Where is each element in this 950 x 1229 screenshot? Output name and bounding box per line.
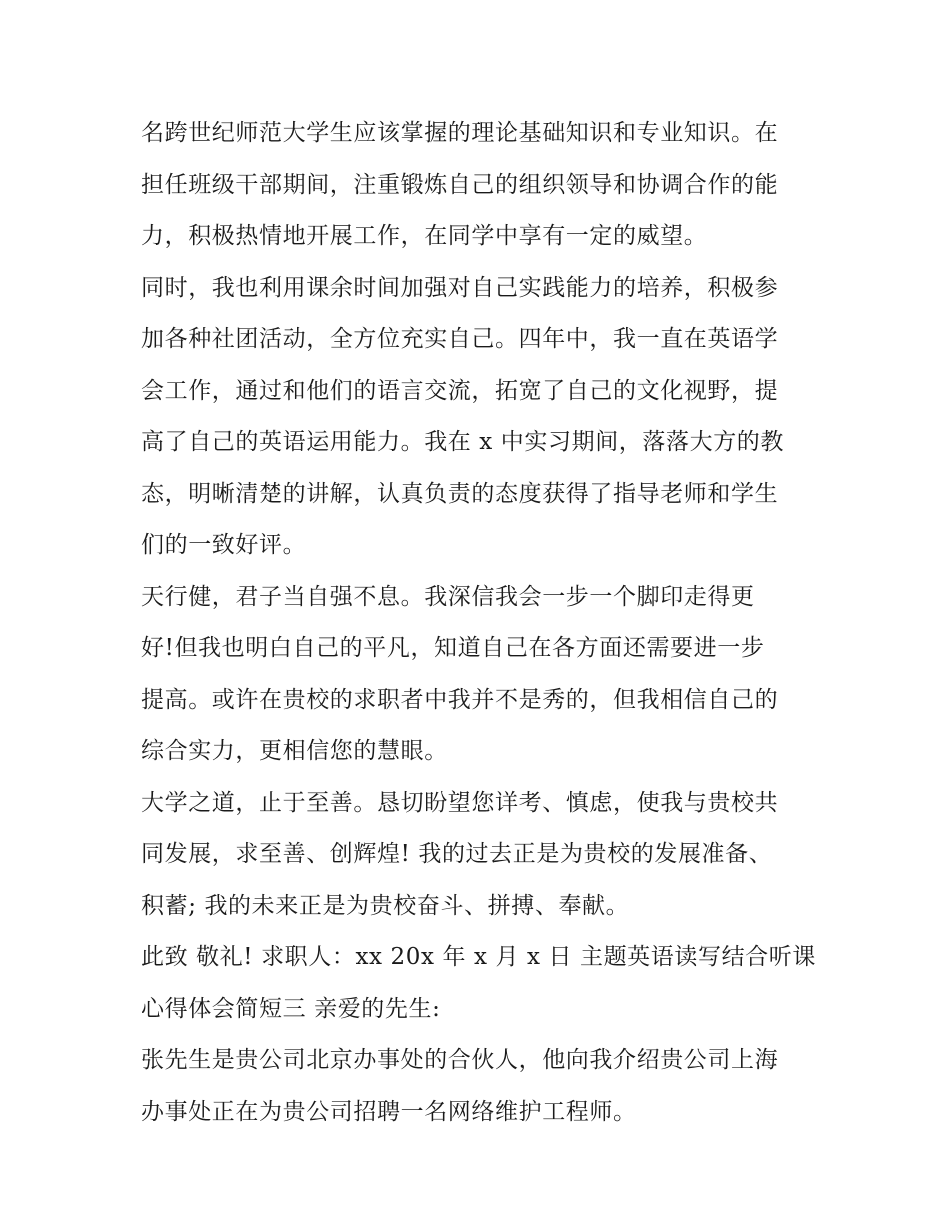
text-line: 天行健，君子当自强不息。我深信我会一步一个脚印走得更 bbox=[141, 583, 755, 610]
text-line: 张先生是贵公司北京办事处的合伙人，他向我介绍贵公司上海 bbox=[141, 1047, 779, 1073]
text-line: 同时，我也利用课余时间加强对自己实践能力的培养，积极参 bbox=[141, 274, 779, 301]
text-line: 态，明晰清楚的讲解，认真负责的态度获得了指导老师和学生 bbox=[141, 480, 779, 507]
text-line: 会工作，通过和他们的语言交流，拓宽了自己的文化视野，提 bbox=[141, 377, 779, 404]
paragraph-3 bbox=[141, 572, 821, 778]
text-line: 办事处正在为贵公司招聘一名网络维护工程师。 bbox=[141, 1098, 637, 1125]
text-line: 大学之道，止于至善。恳切盼望您详考、慎虑，使我与贵校共 bbox=[141, 789, 779, 816]
text-line: 担任班级干部期间，注重锻炼自己的组织领导和协调合作的能 bbox=[141, 171, 779, 198]
text-line: 力，积极热情地开展工作，在同学中享有一定的威望。 bbox=[141, 223, 708, 249]
text-line: 高了自己的英语运用能力。我在 x 中实习期间，落落大方的教 bbox=[141, 429, 784, 455]
paragraph-5 bbox=[141, 932, 821, 1035]
text-line: 们的一致好评。 bbox=[141, 532, 307, 558]
text-line: 同发展，求至善、创辉煌! 我的过去正是为贵校的发展准备、 bbox=[141, 841, 773, 867]
document-body bbox=[141, 108, 821, 1138]
paragraph-4 bbox=[141, 778, 821, 933]
text-line: 综合实力，更相信您的慧眼。 bbox=[141, 738, 448, 764]
text-line: 加各种社团活动，全方位充实自己。四年中，我一直在英语学 bbox=[141, 326, 779, 352]
paragraph-2 bbox=[141, 263, 821, 572]
paragraph-6 bbox=[141, 1035, 821, 1138]
text-line: 积蓄; 我的未来正是为贵校奋斗、拼搏、奉献。 bbox=[141, 892, 630, 919]
text-line: 好!但我也明白自己的平凡，知道自己在各方面还需要进一步 bbox=[141, 635, 765, 661]
text-line: 提高。或许在贵校的求职者中我并不是秀的，但我相信自己的 bbox=[141, 686, 779, 713]
paragraph-1 bbox=[141, 108, 821, 263]
text-line: 心得体会简短三 亲爱的先生: bbox=[141, 995, 441, 1022]
text-line: 名跨世纪师范大学生应该掌握的理论基础知识和专业知识。在 bbox=[141, 120, 779, 146]
text-line: 此致 敬礼! 求职人：xx 20x 年 x 月 x 日 主题英语读写结合听课 bbox=[141, 944, 816, 970]
